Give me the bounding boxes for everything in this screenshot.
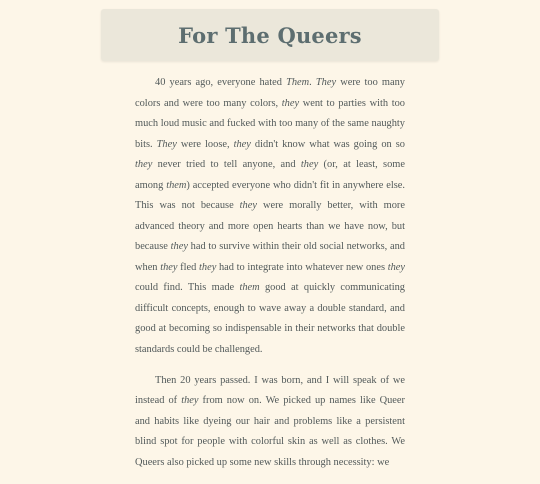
emphasis-text: they <box>199 261 217 273</box>
paragraph-text: had to integrate into whatever new ones <box>216 261 388 273</box>
emphasis-text: they <box>239 200 257 211</box>
emphasis-text: Them <box>286 77 310 88</box>
paragraph-text: 40 years ago, everyone hated <box>155 77 287 88</box>
paragraph-text: ) accepted everyone who didn't fit in anywhere else. This was not because <box>135 179 405 211</box>
emphasis-text: they <box>387 261 406 273</box>
paragraph-text: from now on. We picked up names like Queer and habits like dyeing our hair and problems like a persistent blind spot for people with colorful skin as well as clothes. We Queers also picked up some new skills through necessity: we <box>135 395 405 468</box>
emphasis-text: They <box>156 138 177 150</box>
page-title: For The Queers <box>178 22 362 48</box>
emphasis-text: them <box>166 179 187 191</box>
paragraph-text: (or, at least, some among <box>135 159 405 191</box>
article-paragraph <box>135 73 405 360</box>
emphasis-text: they <box>181 395 199 406</box>
paragraph-text: Then 20 years passed. I was born, and I will speak of we instead of <box>135 374 405 406</box>
paragraph-text: went to parties with too much loud music and fucked with too many of the same naughty bits. <box>135 97 405 150</box>
paragraph-text: were morally better, with more advanced theory and more open hearts than we have now, but because <box>135 200 405 252</box>
paragraph-text: fled <box>177 261 199 273</box>
emphasis-text: they <box>281 97 300 109</box>
paragraph-text: didn't know what was going on so <box>250 138 405 150</box>
paragraph-text: had to survive within their old social networks, and when <box>135 241 406 273</box>
paragraph-text: could find. This made <box>135 282 240 293</box>
emphasis-text: they <box>233 138 251 150</box>
title-banner <box>101 9 439 61</box>
paragraph-text: were loose, <box>176 138 234 150</box>
emphasis-text: them <box>239 282 260 293</box>
article-paragraph <box>135 371 405 474</box>
paragraph-text: good at quickly communicating difficult concepts, enough to wave away a double standard, and good at becoming so indispensable in their networks that double standards could be challenged. <box>135 282 405 355</box>
article-body <box>135 73 405 484</box>
paragraph-text: were too many colors and were too many colors, <box>135 77 405 109</box>
paragraph-text: never tried to tell anyone, and <box>152 159 301 170</box>
emphasis-text: they <box>160 261 178 273</box>
emphasis-text: they <box>135 159 153 170</box>
paragraph-text: . <box>309 77 316 88</box>
emphasis-text: They <box>315 77 337 88</box>
emphasis-text: they <box>170 241 188 252</box>
emphasis-text: they <box>300 159 319 170</box>
